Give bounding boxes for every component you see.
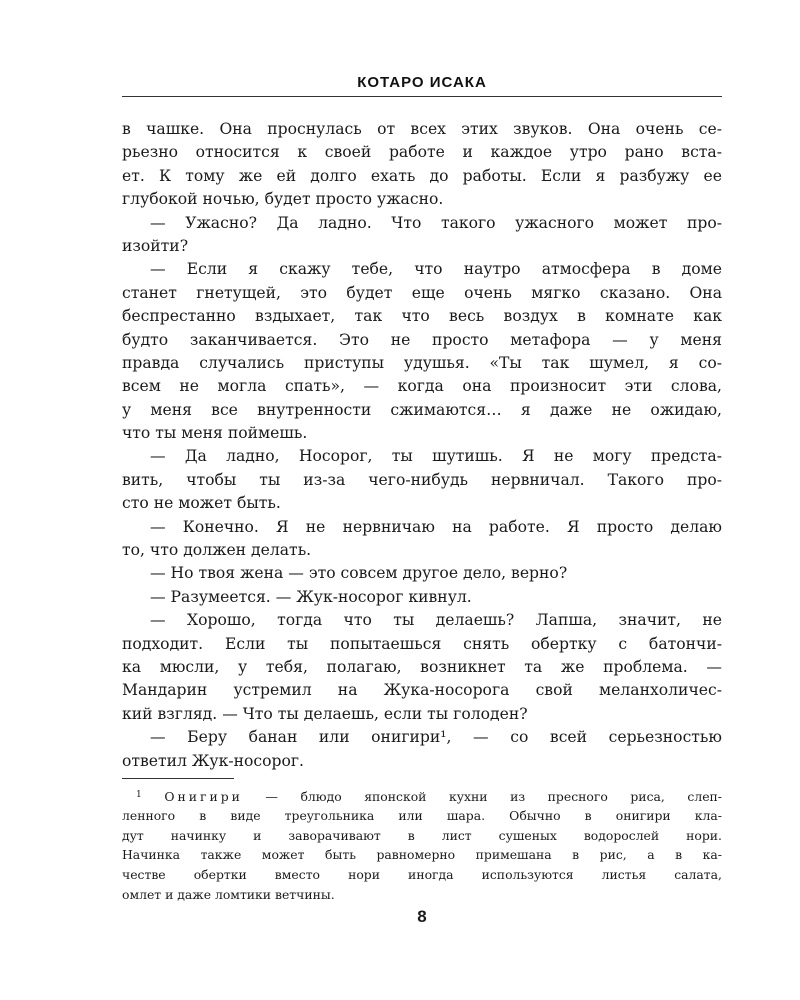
text-line: правда случались приступы удушья. «Ты так шумел, я со- <box>122 353 722 372</box>
text-line: всем не могла спать», — когда она произносит эти слова, <box>122 377 722 396</box>
header-rule <box>122 96 722 97</box>
text-line: ка мюсли, у тебя, полагаю, возникнет та же проблема. — <box>122 657 722 676</box>
footnote <box>122 786 722 905</box>
text-line: будто заканчивается. Это не просто метафора — у меня <box>122 330 722 349</box>
main-text <box>122 118 722 773</box>
footnote-line: ленного в виде треугольника или шара. Обычно в онигири кла- <box>122 807 722 823</box>
text-line: ответил Жук-носорог. <box>122 751 305 770</box>
text-line: в чашке. Она проснулась от всех этих звуков. Она очень се- <box>122 120 722 138</box>
running-head-author: КОТАРО ИСАКА <box>357 74 487 91</box>
text-line: сто не может быть. <box>122 494 281 513</box>
text-line: вить, чтобы ты из-за чего-нибудь нервничал. Такого про- <box>122 470 722 489</box>
text-line: — Если я скажу тебе, что наутро атмосфера в доме <box>150 260 722 279</box>
footnote-line: омлет и даже ломтики ветчины. <box>122 886 335 902</box>
text-line: — Конечно. Я не нервничаю на работе. Я просто делаю <box>150 517 722 536</box>
footnote-line <box>122 786 722 806</box>
text-line: — Разумеется. — Жук-носорог кивнул. <box>150 587 472 606</box>
text-line: то, что должен делать. <box>122 541 312 560</box>
footnote-rule <box>122 778 234 779</box>
text-line: глубокой ночью, будет просто ужасно. <box>122 190 444 209</box>
text-line: подходит. Если ты попытаешься снять обертку с батончи- <box>122 634 722 653</box>
text-line: беспрестанно вздыхает, так что весь воздух в комнате как <box>122 307 722 326</box>
text-line: ет. К тому же ей долго ехать до работы. Если я разбужу ее <box>122 166 722 185</box>
footnote-term: Онигири <box>164 789 243 804</box>
text-line: — Да ладно, Носорог, ты шутишь. Я не могу предста- <box>150 447 722 466</box>
page-number: 8 <box>417 907 427 926</box>
book-page <box>122 0 722 1000</box>
text-line: — Но твоя жена — это совсем другое дело, верно? <box>150 564 568 583</box>
text-line: — Ужасно? Да ладно. Что такого ужасного может про- <box>150 213 722 232</box>
text-line: что ты меня поймешь. <box>122 424 308 443</box>
text-line: Мандарин устремил на Жука-носорога свой меланхоличес- <box>122 681 722 700</box>
footnote-line: честве обертки вместо нори иногда используются листья салата, <box>122 867 722 883</box>
footnote-marker: 1 <box>136 790 142 800</box>
footnote-text: — блюдо японской кухни из пресного риса, слеп- <box>242 789 722 804</box>
text-line: рьезно относится к своей работе и каждое утро рано вста- <box>122 143 722 162</box>
text-line: кий взгляд. — Что ты делаешь, если ты голоден? <box>122 704 528 723</box>
text-line: изойти? <box>122 236 189 255</box>
text-line: станет гнетущей, это будет еще очень мягко сказано. Она <box>122 283 722 302</box>
footnote-line: Начинка также может быть равномерно примешана в рис, а в ка- <box>122 847 722 863</box>
text-line: — Беру банан или онигири¹, — со всей серьезностью <box>150 728 722 747</box>
text-line: у меня все внутренности сжимаются… я даже не ожидаю, <box>122 400 722 419</box>
text-line: — Хорошо, тогда что ты делаешь? Лапша, значит, не <box>150 611 722 630</box>
footnote-line: дут начинку и заворачивают в лист сушеных водорослей нори. <box>122 827 722 843</box>
